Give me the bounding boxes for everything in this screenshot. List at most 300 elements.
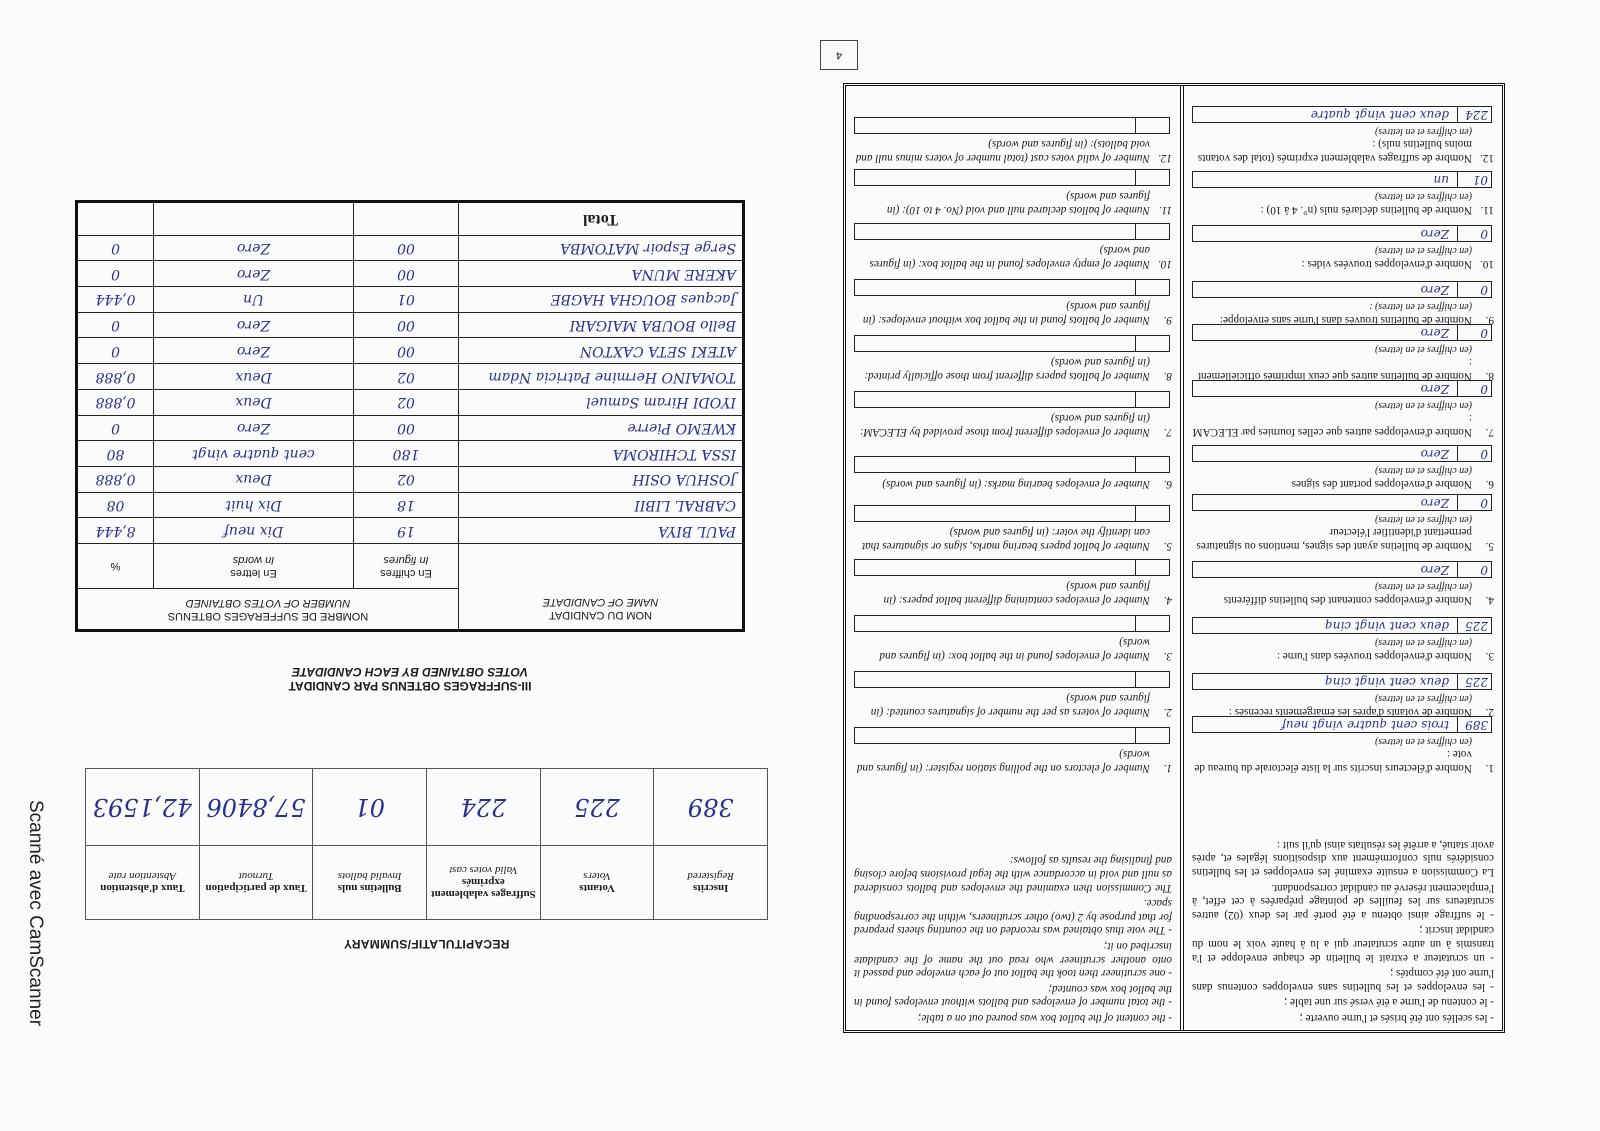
answer-box	[1192, 324, 1492, 341]
item-number: 4.	[1485, 594, 1494, 606]
item-number: 11.	[1158, 204, 1172, 216]
item-text: Number of envelopes containing different ballot papers: (in figures and words)	[883, 580, 1150, 606]
item-hint: (en chiffres et en lettres)	[1374, 693, 1472, 705]
header-name	[459, 544, 744, 631]
answer-figures	[1135, 457, 1169, 472]
answer-figures: 0	[1457, 381, 1491, 396]
french-column	[1180, 86, 1502, 1030]
total-words	[154, 201, 354, 235]
candidate-votes-words: Dix huit	[154, 492, 354, 518]
candidate-row	[77, 312, 744, 338]
answer-box	[854, 505, 1170, 522]
item-text: Number of envelopes found in the ballot box: (in figures and words)	[879, 636, 1150, 662]
intro-paragraph: - le contenu de l'urne a été versé sur une table ;	[1284, 996, 1494, 1009]
item-number: 2.	[1163, 706, 1172, 718]
answer-words	[855, 672, 1135, 687]
answer-figures	[1135, 616, 1169, 631]
item-number: 1.	[1485, 762, 1494, 774]
item-text: Number of envelopes different from those provided by ELECAM: (in figures and words)	[859, 412, 1150, 438]
candidate-percent: 0	[77, 261, 154, 287]
candidate-row	[77, 492, 744, 518]
item-number: 11.	[1480, 204, 1494, 216]
candidate-row	[77, 415, 744, 441]
item-hint: (en chiffres et en lettres)	[1374, 465, 1472, 477]
answer-words	[855, 457, 1135, 472]
answer-figures	[1135, 560, 1169, 575]
candidate-name: TOMAINO Hermine Patricia Ndam	[459, 364, 744, 390]
item-text: Nombre de bulletins déclarés nuls (n°. 4 à 10) :	[1260, 204, 1472, 216]
item-number: 7.	[1163, 426, 1172, 438]
summary-header-en: Registered	[687, 870, 734, 883]
answer-words: Zero	[1420, 495, 1449, 510]
form-item-label	[854, 137, 1172, 164]
form-item	[854, 335, 1172, 382]
candidate-votes-words: cent quatre vingt	[154, 441, 354, 467]
answer-figures: 0	[1457, 446, 1491, 461]
answer-words	[855, 392, 1135, 407]
header-words	[154, 544, 354, 589]
summary-header	[427, 846, 541, 920]
candidate-row	[77, 338, 744, 364]
total-label: Total	[459, 201, 744, 235]
item-text: Nombre d'enveloppes contenant des bulletins différents	[1223, 594, 1472, 606]
form-item	[854, 559, 1172, 606]
candidate-votes-figures: 00	[354, 415, 459, 441]
summary-header	[86, 846, 200, 920]
intro-paragraph: - one scrutineer then took the ballot out of each envelope and passed it onto another scrutineer who read out the name of the candidate inscribed on it;	[854, 940, 1172, 980]
candidate-votes-figures: 00	[354, 312, 459, 338]
answer-words	[855, 728, 1135, 743]
form-item	[854, 505, 1172, 552]
summary-header-en: Invalid ballots	[337, 870, 402, 883]
answer-words: Zero	[1420, 563, 1449, 578]
answer-figures: 389	[1457, 717, 1491, 732]
candidate-percent: 8,444	[77, 518, 154, 544]
candidate-name: AKERE MUNA	[459, 261, 744, 287]
item-hint: (en chiffres et en lettres)	[1374, 399, 1472, 411]
candidate-name: Serge Espoir MATOMBA	[459, 235, 744, 261]
answer-words: deux cent vingt cinq	[1325, 619, 1449, 634]
form-item	[1192, 281, 1494, 326]
answer-box	[854, 727, 1170, 744]
candidate-votes-words: Un	[154, 287, 354, 313]
form-item-label	[854, 747, 1172, 774]
intro-paragraph: - les scellés ont été brisés et l'urne ouverte ;	[1299, 1012, 1494, 1024]
item-number: 8.	[1485, 370, 1494, 382]
candidate-percent: 0	[77, 312, 154, 338]
item-number: 8.	[1163, 370, 1172, 382]
candidate-votes-figures: 02	[354, 389, 459, 415]
item-hint: (en chiffres et en lettres)	[1374, 245, 1472, 257]
form-item-label	[1192, 476, 1494, 490]
candidate-row	[77, 364, 744, 390]
candidate-name: IYODI Hiram Samuel	[459, 389, 744, 415]
answer-figures	[1135, 728, 1169, 743]
summary-value: 42,1593	[86, 769, 200, 846]
item-text: Number of electors on the polling station register: (in figures and words)	[856, 748, 1150, 774]
form-item-label	[854, 635, 1172, 662]
candidate-votes-figures: 00	[354, 338, 459, 364]
candidate-name: KWEMO Pierre	[459, 415, 744, 441]
answer-box	[854, 117, 1170, 134]
item-text: Nombre de bulletins ayant des signes, mentions ou signatures permettant d'identifier l'électeur	[1196, 526, 1472, 552]
form-item	[1192, 617, 1494, 662]
form-item-label	[1192, 355, 1494, 382]
summary-table	[85, 768, 768, 920]
item-text: Number of voters as per the number of signatures counted: (in figures and words)	[870, 692, 1150, 718]
candidate-name: JOSHUA OSIH	[459, 466, 744, 492]
summary-header-fr: Taux d'abstention	[100, 882, 185, 895]
candidate-votes-figures: 01	[354, 287, 459, 313]
candidate-votes-figures: 02	[354, 466, 459, 492]
answer-words: Zero	[1420, 325, 1449, 340]
summary-header-en: Voters	[583, 870, 611, 883]
form-item-label	[854, 691, 1172, 718]
form-item	[854, 456, 1172, 490]
candidate-percent: 0	[77, 415, 154, 441]
header-words-en: In words	[232, 554, 275, 566]
candidate-row	[77, 518, 744, 544]
answer-figures	[1135, 336, 1169, 351]
item-number: 9.	[1163, 314, 1172, 326]
form-item	[1192, 380, 1494, 438]
answer-box	[1192, 225, 1492, 242]
candidate-votes-figures: 18	[354, 492, 459, 518]
candidate-percent: 0	[77, 338, 154, 364]
answer-box	[1192, 716, 1492, 733]
answer-words: Zero	[1420, 227, 1449, 242]
item-hint: (en chiffres et en lettres)	[1374, 637, 1472, 649]
answer-box	[854, 615, 1170, 632]
intro-paragraph: - the content of the ballot box was poured out on a table;	[917, 1012, 1172, 1024]
item-hint: (en chiffres et en lettres) :	[1369, 301, 1472, 313]
answer-figures: 225	[1457, 618, 1491, 633]
item-text: Nombre d'enveloppes trouvées vides :	[1301, 258, 1472, 270]
candidate-row	[77, 441, 744, 467]
answer-words: Zero	[1420, 381, 1449, 396]
candidate-votes-figures: 02	[354, 364, 459, 390]
summary-header-fr: Taux de participation	[205, 882, 307, 895]
candidate-votes-words: Dix neuf	[154, 518, 354, 544]
candidate-votes-figures: 19	[354, 518, 459, 544]
item-number: 3.	[1485, 650, 1494, 662]
form-item	[854, 615, 1172, 662]
french-intro	[1192, 837, 1494, 1024]
item-hint: (en chiffres et en lettres)	[1374, 581, 1472, 593]
candidate-votes-words: Deux	[154, 466, 354, 492]
intro-paragraph: - The vote thus obtained was recorded on the counting sheets prepared for that purpose by 2 (two) other scrutineers, within the corresponding space.	[854, 897, 1172, 937]
form-item-label	[854, 411, 1172, 438]
summary-value: 57,8406	[199, 769, 313, 846]
header-words-fr: En lettres	[230, 567, 277, 579]
item-text: Number of valid votes cast (total number of voters minus null and void ballots): (in figures and words)	[855, 138, 1150, 164]
item-text: Number of ballots declared null and void (No. 4 to 10): (in figures and words)	[886, 190, 1150, 216]
candidate-name: ISSA TCHIROMA	[459, 441, 744, 467]
answer-box	[1192, 171, 1492, 188]
candidate-percent: 0,444	[77, 287, 154, 313]
total-percent	[77, 201, 154, 235]
candidate-votes-words: Zero	[154, 235, 354, 261]
form-item	[1192, 716, 1494, 774]
answer-box	[854, 223, 1170, 240]
form-item-label	[1192, 202, 1494, 216]
answer-words	[855, 118, 1135, 133]
answer-words	[855, 506, 1135, 521]
summary-header	[654, 846, 768, 920]
candidate-percent: 0,888	[77, 364, 154, 390]
answer-words	[855, 224, 1135, 239]
answer-words: deux cent vingt cinq	[1325, 675, 1449, 690]
summary-header-fr: Inscrits	[692, 882, 729, 895]
answer-words	[855, 616, 1135, 631]
answer-figures	[1135, 280, 1169, 295]
form-item-label	[1192, 411, 1494, 438]
answer-figures	[1135, 170, 1169, 185]
item-number: 4.	[1163, 594, 1172, 606]
candidate-name: Bello BOUBA MAIGARI	[459, 312, 744, 338]
answer-box	[854, 169, 1170, 186]
header-figures-en: In figures	[383, 554, 429, 566]
form-item	[1192, 494, 1494, 552]
item-text: Nombre de votants d'après les émargements recensés :	[1228, 706, 1472, 718]
item-text: Nombre d'enveloppes trouvées dans l'urne :	[1276, 650, 1472, 662]
item-number: 10.	[1158, 258, 1172, 270]
page-number: 4	[820, 40, 858, 70]
form-item-label	[854, 476, 1172, 490]
answer-box	[1192, 561, 1492, 578]
answer-box	[854, 279, 1170, 296]
form-item-label	[1192, 704, 1494, 718]
answer-figures	[1135, 506, 1169, 521]
form-item	[1192, 324, 1494, 382]
item-hint: (en chiffres et en lettres)	[1374, 735, 1472, 747]
answer-words: deux cent vingt quatre	[1310, 107, 1449, 122]
answer-box	[1192, 106, 1492, 123]
english-intro	[854, 853, 1172, 1024]
candidate-percent: 08	[77, 492, 154, 518]
candidate-votes-words: Deux	[154, 364, 354, 390]
form-item-label	[1192, 592, 1494, 606]
answer-box	[1192, 445, 1492, 462]
intro-paragraph: - les enveloppes et les bulletins sans enveloppes contenus dans l'urne ont été comptés ;	[1192, 967, 1494, 993]
form-item	[1192, 673, 1494, 718]
form-item	[854, 727, 1172, 774]
header-name-fr: NOM DU CANDIDAT	[548, 609, 653, 621]
summary-header-en: Abstention rate	[108, 870, 177, 883]
answer-box	[1192, 281, 1492, 298]
item-number: 6.	[1485, 478, 1494, 490]
item-number: 7.	[1485, 426, 1494, 438]
item-number: 2.	[1485, 706, 1494, 718]
answer-box	[1192, 494, 1492, 511]
summary-header-fr: Bulletins nuls	[337, 882, 402, 895]
item-hint: (en chiffres et en lettres)	[1374, 191, 1472, 203]
answer-box	[854, 559, 1170, 576]
item-text: Nombre d'électeurs inscrits sur la liste électorale du bureau de vote :	[1194, 748, 1472, 774]
candidate-votes-figures: 00	[354, 261, 459, 287]
form-item-label	[854, 299, 1172, 326]
summary-header-fr: Suffrages valablement exprimés	[430, 876, 536, 901]
item-number: 10.	[1480, 258, 1494, 270]
intro-paragraph: La Commission a ensuite examiné les enveloppes et les bulletins considérés nuls conformément aux dispositions légales et, après avoir statué, a arrêté les résultats ainsi qu'il suit :	[1192, 838, 1494, 879]
form-item	[854, 169, 1172, 216]
candidate-name: CABRAL LIBII	[459, 492, 744, 518]
form-item-label	[1192, 312, 1494, 326]
candidate-name: PAUL BIYA	[459, 518, 744, 544]
answer-box	[1192, 617, 1492, 634]
item-text: Number of envelopes bearing marks: (in figures and words)	[882, 478, 1150, 490]
candidate-votes-words: Zero	[154, 338, 354, 364]
answer-words	[855, 336, 1135, 351]
candidates-table	[75, 200, 745, 632]
candidate-votes-words: Zero	[154, 312, 354, 338]
form-item-label	[854, 579, 1172, 606]
candidate-percent: 0,888	[77, 389, 154, 415]
intro-paragraph: - the total number of envelopes and ballots without envelopes found in the ballot box was counted;	[854, 982, 1172, 1009]
summary-title: RECAPITULATIF/SUMMARY	[343, 937, 510, 951]
form-item	[1192, 171, 1494, 216]
form-item	[854, 279, 1172, 326]
candidate-name: ATEKI SETA CAXTON	[459, 338, 744, 364]
answer-figures: 0	[1457, 495, 1491, 510]
summary-value: 01	[313, 769, 427, 846]
item-number: 12.	[1158, 152, 1172, 164]
header-votes-fr: NOMBRE DE SUFFERAGES OBTENUS	[167, 610, 369, 622]
form-item-label	[854, 189, 1172, 216]
answer-figures: 0	[1457, 226, 1491, 241]
item-text: Nombre de bulletins autres que ceux imprimés officiellement :	[1197, 356, 1472, 382]
answer-box	[854, 335, 1170, 352]
item-hint: (en chiffres et en lettres)	[1374, 343, 1472, 355]
candidate-name: Jacques BOUGHA HAGBE	[459, 287, 744, 313]
answer-box	[854, 671, 1170, 688]
candidates-title-fr: III-SUFFRAGES OBTENUS PAR CANDIDAT	[288, 679, 532, 693]
candidate-votes-figures: 00	[354, 235, 459, 261]
header-name-en: NAME OF CANDIDATE	[542, 596, 659, 608]
form-item-label	[1192, 256, 1494, 270]
intro-paragraph: - le suffrage ainsi obtenu a été porté par les deux (02) autres scrutateurs sur les feuilles de pointage préparées à cet effet, à l'emplacement réservé au candidat correspondant.	[1192, 881, 1494, 921]
answer-figures: 224	[1457, 107, 1491, 122]
answer-box	[1192, 673, 1492, 690]
answer-figures: 0	[1457, 562, 1491, 577]
summary-value: 389	[654, 769, 768, 846]
item-text: Nombre de suffrages valablement exprimés (total des votants moins bulletins nuls) :	[1197, 138, 1472, 164]
camscanner-watermark: Scanné avec CamScanner	[25, 800, 46, 1027]
item-number: 12.	[1480, 152, 1494, 164]
summary-value: 225	[540, 769, 654, 846]
item-number: 3.	[1163, 650, 1172, 662]
answer-box	[854, 391, 1170, 408]
item-text: Number of ballot papers bearing marks, signs or signatures that can identify the voter: (in figures and words)	[862, 526, 1150, 552]
answer-figures: 0	[1457, 282, 1491, 297]
item-text: Nombre de bulletins trouvés dans l'urne sans enveloppe:	[1219, 314, 1472, 326]
answer-box	[1192, 380, 1492, 397]
summary-header-en: Turnout	[238, 870, 274, 883]
form-item-label	[1192, 525, 1494, 552]
item-text: Number of ballots papers different from those officially printed: (in figures and words)	[864, 356, 1150, 382]
item-text: Nombre d'enveloppes autres que celles fournies par ELECAM :	[1192, 412, 1472, 438]
answer-box	[854, 456, 1170, 473]
item-number: 5.	[1163, 540, 1172, 552]
form-item	[1192, 225, 1494, 270]
form-item-label	[854, 355, 1172, 382]
header-votes-en: NUMBER OF VOTES OBTAINED	[185, 597, 351, 609]
answer-figures: 225	[1457, 674, 1491, 689]
candidate-percent: 0	[77, 235, 154, 261]
answer-figures: 0	[1457, 325, 1491, 340]
candidate-votes-words: Deux	[154, 389, 354, 415]
item-hint: (en chiffres et en lettres)	[1374, 513, 1472, 525]
form-item	[1192, 445, 1494, 490]
candidate-row	[77, 235, 744, 261]
candidates-title-en: VOTES OBTAINED BY EACH CANDIDATE	[292, 665, 529, 679]
summary-header	[199, 846, 313, 920]
intro-paragraph: The Commission then examined the envelopes and ballots considered as null and void in accordance with the legal provisions before closing and finalising the results as follows:	[854, 854, 1172, 894]
header-votes	[77, 589, 459, 631]
form-item-label	[1192, 747, 1494, 774]
candidate-votes-words: Zero	[154, 261, 354, 287]
answer-words	[855, 560, 1135, 575]
candidate-row	[77, 287, 744, 313]
item-text: Nombre d'enveloppes portant des signes	[1291, 478, 1472, 490]
form-item	[854, 223, 1172, 270]
answer-figures: 01	[1457, 172, 1491, 187]
item-number: 6.	[1163, 478, 1172, 490]
item-text: Number of ballots found in the ballot box without envelopes: (in figures and words)	[862, 300, 1150, 326]
answer-figures	[1135, 392, 1169, 407]
candidates-title	[75, 665, 745, 693]
intro-paragraph: - un scrutateur a extrait le bulletin de chaque enveloppe et l'a transmis à un autre scrutateur qui a lu à haute voix le nom du candidat inscrit ;	[1192, 924, 1494, 964]
answer-words: trois cent quatre vingt neuf	[1281, 717, 1449, 732]
answer-figures	[1135, 672, 1169, 687]
candidate-votes-words: Zero	[154, 415, 354, 441]
form-item-label	[854, 525, 1172, 552]
summary-value: 224	[427, 769, 541, 846]
answer-words	[855, 280, 1135, 295]
results-form	[843, 83, 1505, 1033]
form-item	[1192, 561, 1494, 606]
candidate-row	[77, 466, 744, 492]
form-item-label	[854, 243, 1172, 270]
form-item-label	[1192, 648, 1494, 662]
answer-words: un	[1433, 173, 1449, 188]
header-percent: %	[77, 544, 154, 589]
header-figures-fr: En chiffres	[380, 567, 432, 579]
form-item	[854, 117, 1172, 164]
answer-words: Zero	[1420, 283, 1449, 298]
candidate-percent: 80	[77, 441, 154, 467]
form-item	[1192, 106, 1494, 164]
summary-header-en: Valid votes cast	[449, 864, 518, 877]
candidate-row	[77, 389, 744, 415]
form-item-label	[1192, 137, 1494, 164]
candidate-percent: 0,888	[77, 466, 154, 492]
answer-figures	[1135, 118, 1169, 133]
answer-words: Zero	[1420, 447, 1449, 462]
summary-header	[313, 846, 427, 920]
answer-words	[855, 170, 1135, 185]
item-number: 9.	[1485, 314, 1494, 326]
form-item	[854, 391, 1172, 438]
item-text: Number of empty envelopes found in the ballot box: (in figures and words)	[869, 244, 1150, 270]
summary-header-fr: Votants	[579, 882, 615, 895]
candidate-row	[77, 261, 744, 287]
total-figures	[354, 201, 459, 235]
candidate-votes-figures: 180	[354, 441, 459, 467]
english-column	[846, 86, 1180, 1030]
item-number: 1.	[1163, 762, 1172, 774]
form-item	[854, 671, 1172, 718]
